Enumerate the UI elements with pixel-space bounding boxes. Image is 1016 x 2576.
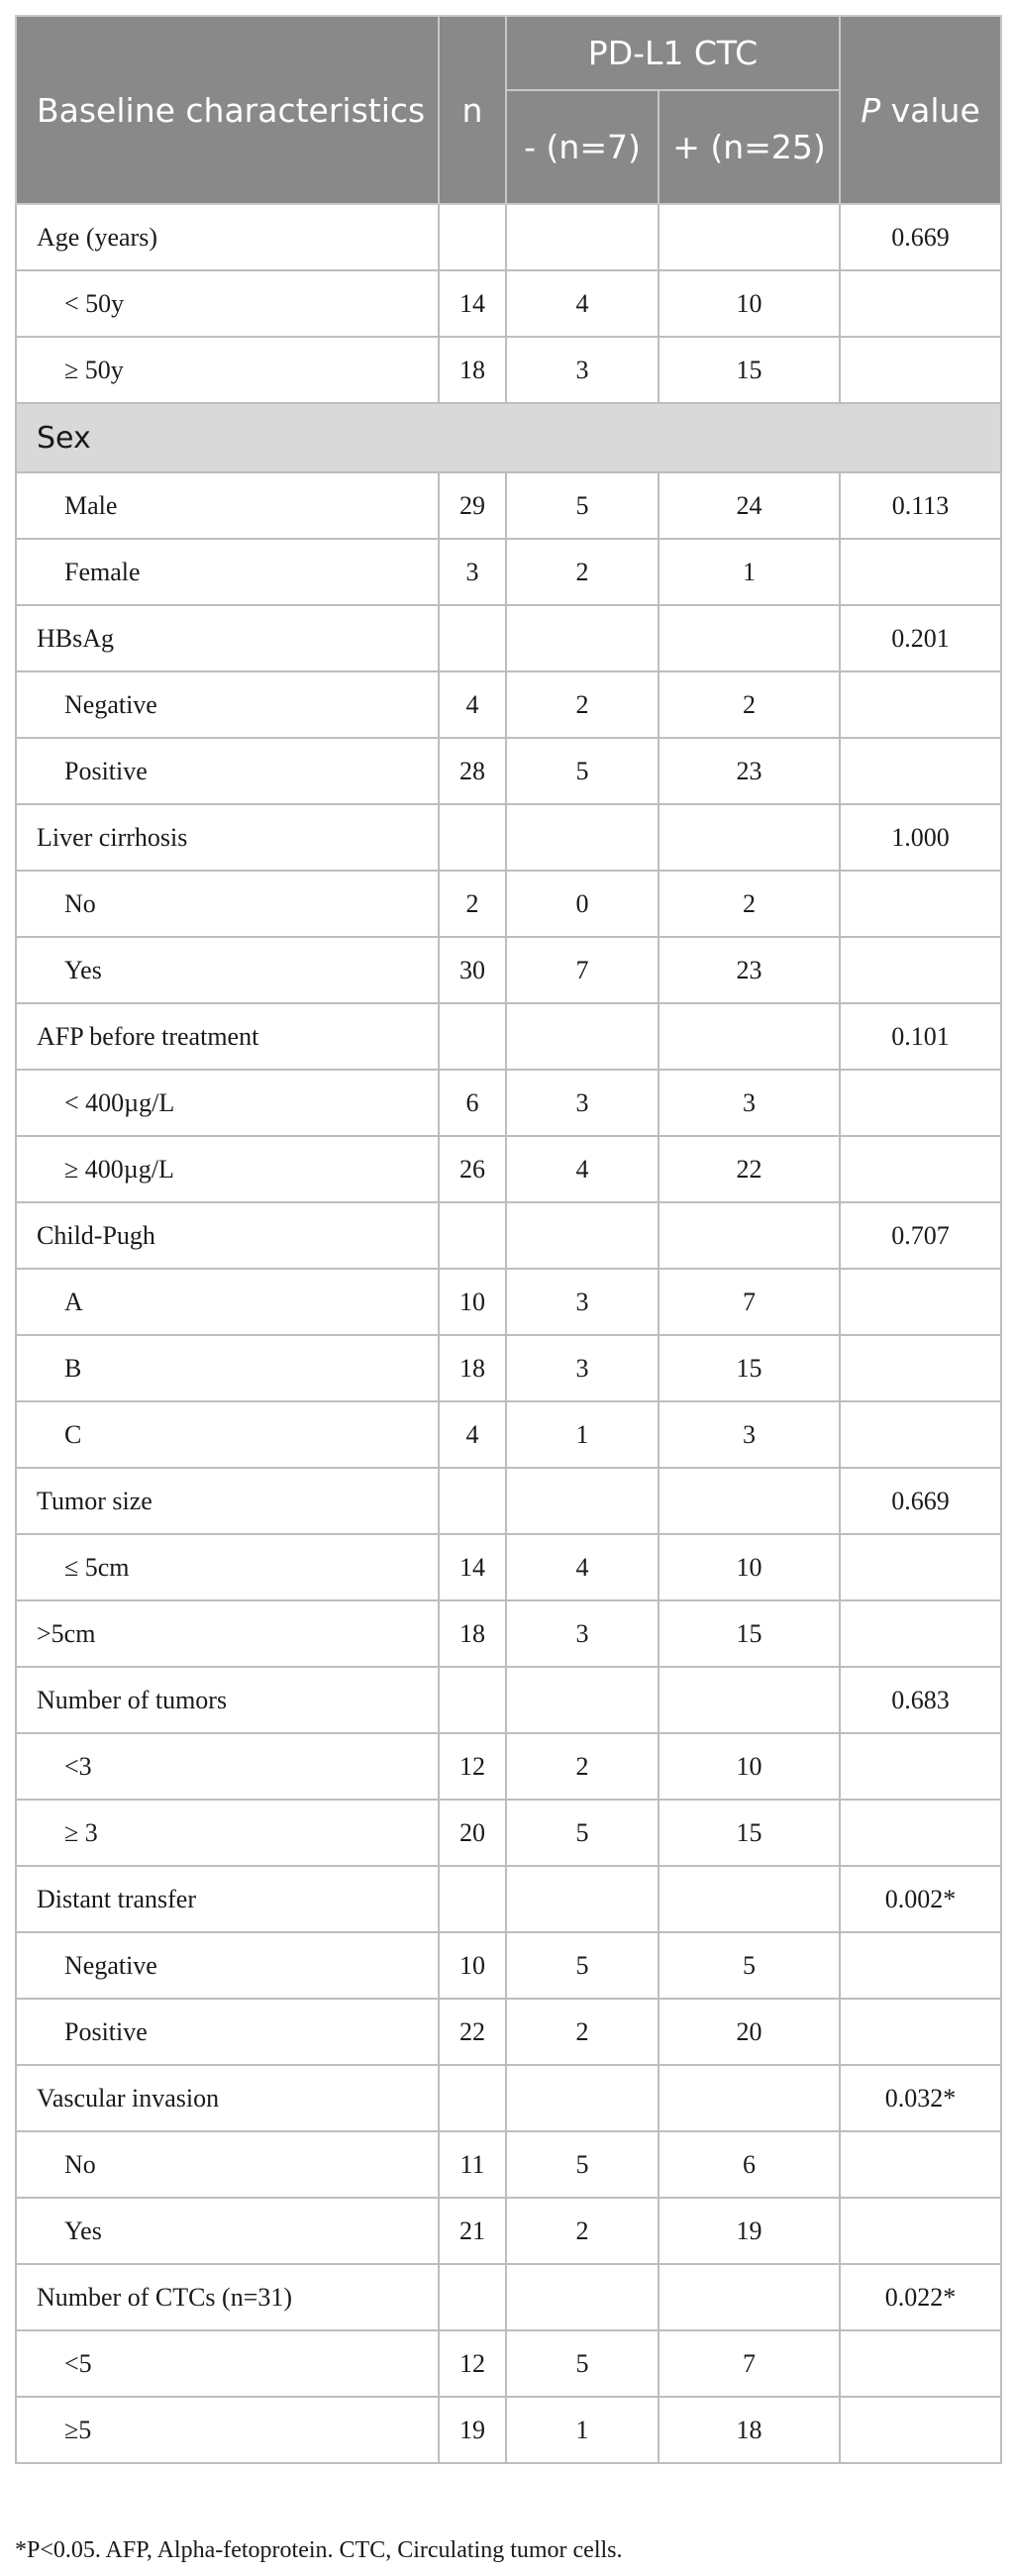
cell-n: 10	[439, 1932, 506, 1999]
cell-p-value: 0.707	[840, 1202, 1001, 1269]
row-label: >5cm	[16, 1600, 439, 1667]
row-label: Age (years)	[16, 204, 439, 270]
cell-positive	[659, 1003, 840, 1070]
cell-negative	[506, 605, 659, 671]
cell-p-value: 0.002*	[840, 1866, 1001, 1932]
row-label: < 50y	[16, 270, 439, 337]
cell-p-value	[840, 1932, 1001, 1999]
cell-n	[439, 1468, 506, 1534]
section-row	[16, 403, 1001, 472]
cell-positive: 20	[659, 1999, 840, 2065]
cell-n: 26	[439, 1136, 506, 1202]
cell-n: 21	[439, 2198, 506, 2264]
cell-positive: 10	[659, 1733, 840, 1800]
cell-n	[439, 1866, 506, 1932]
table-row	[16, 2198, 1001, 2264]
cell-positive	[659, 1468, 840, 1534]
table-row	[16, 2330, 1001, 2397]
table-row	[16, 1269, 1001, 1335]
cell-p-value: 0.101	[840, 1003, 1001, 1070]
table-row	[16, 2131, 1001, 2198]
cell-negative: 5	[506, 738, 659, 804]
cell-positive: 22	[659, 1136, 840, 1202]
table-header	[16, 16, 1001, 204]
cell-n: 18	[439, 1600, 506, 1667]
cell-positive: 3	[659, 1070, 840, 1136]
cell-p-value: 0.669	[840, 204, 1001, 270]
cell-n	[439, 1202, 506, 1269]
cell-positive: 7	[659, 1269, 840, 1335]
cell-negative: 2	[506, 2198, 659, 2264]
cell-negative: 4	[506, 270, 659, 337]
row-label: Tumor size	[16, 1468, 439, 1534]
cell-negative	[506, 2065, 659, 2131]
row-label: AFP before treatment	[16, 1003, 439, 1070]
row-label: Vascular invasion	[16, 2065, 439, 2131]
cell-negative: 5	[506, 2330, 659, 2397]
cell-positive	[659, 1866, 840, 1932]
header-pdl1-ctc: PD-L1 CTC	[506, 16, 840, 90]
cell-positive: 15	[659, 1800, 840, 1866]
cell-positive: 15	[659, 1335, 840, 1401]
cell-positive: 7	[659, 2330, 840, 2397]
cell-p-value: 0.201	[840, 605, 1001, 671]
cell-p-value	[840, 270, 1001, 337]
cell-n: 18	[439, 337, 506, 403]
cell-negative: 5	[506, 2131, 659, 2198]
cell-n: 14	[439, 1534, 506, 1600]
table-row	[16, 605, 1001, 671]
row-label: C	[16, 1401, 439, 1468]
row-label: ≥5	[16, 2397, 439, 2463]
cell-n: 11	[439, 2131, 506, 2198]
cell-negative: 3	[506, 1070, 659, 1136]
cell-negative: 2	[506, 1999, 659, 2065]
cell-p-value: 0.022*	[840, 2264, 1001, 2330]
cell-p-value	[840, 871, 1001, 937]
row-label: Child-Pugh	[16, 1202, 439, 1269]
cell-n: 3	[439, 539, 506, 605]
cell-n	[439, 204, 506, 270]
cell-negative	[506, 204, 659, 270]
cell-p-value	[840, 2198, 1001, 2264]
cell-negative: 3	[506, 337, 659, 403]
header-negative-group: - (n=7)	[506, 90, 659, 204]
table-row	[16, 1468, 1001, 1534]
table-row	[16, 1600, 1001, 1667]
cell-p-value	[840, 2397, 1001, 2463]
cell-p-value	[840, 1335, 1001, 1401]
cell-n: 30	[439, 937, 506, 1003]
cell-n	[439, 804, 506, 871]
cell-positive: 18	[659, 2397, 840, 2463]
table-row	[16, 738, 1001, 804]
row-label: Positive	[16, 738, 439, 804]
cell-positive: 10	[659, 270, 840, 337]
cell-negative	[506, 1667, 659, 1733]
cell-negative: 5	[506, 1800, 659, 1866]
cell-p-value	[840, 1269, 1001, 1335]
row-label: Negative	[16, 671, 439, 738]
cell-negative	[506, 2264, 659, 2330]
cell-negative	[506, 1866, 659, 1932]
table-row	[16, 1534, 1001, 1600]
cell-positive: 5	[659, 1932, 840, 1999]
cell-negative: 4	[506, 1534, 659, 1600]
cell-positive	[659, 1667, 840, 1733]
cell-p-value	[840, 1070, 1001, 1136]
table-row	[16, 937, 1001, 1003]
cell-p-value: 0.683	[840, 1667, 1001, 1733]
row-label: No	[16, 871, 439, 937]
row-label: <3	[16, 1733, 439, 1800]
row-label: < 400µg/L	[16, 1070, 439, 1136]
cell-p-value	[840, 1600, 1001, 1667]
cell-p-value	[840, 671, 1001, 738]
cell-negative: 2	[506, 671, 659, 738]
cell-p-value	[840, 1999, 1001, 2065]
cell-negative	[506, 1003, 659, 1070]
cell-n: 4	[439, 671, 506, 738]
cell-positive: 19	[659, 2198, 840, 2264]
cell-positive: 24	[659, 472, 840, 539]
row-label: Male	[16, 472, 439, 539]
cell-n	[439, 1667, 506, 1733]
row-label: Positive	[16, 1999, 439, 2065]
table-row	[16, 671, 1001, 738]
row-label: A	[16, 1269, 439, 1335]
cell-positive: 2	[659, 671, 840, 738]
table-row	[16, 1800, 1001, 1866]
cell-n	[439, 2264, 506, 2330]
header-positive-group: + (n=25)	[659, 90, 840, 204]
cell-n: 28	[439, 738, 506, 804]
cell-p-value	[840, 1136, 1001, 1202]
cell-negative: 1	[506, 1401, 659, 1468]
table-row	[16, 337, 1001, 403]
cell-n: 2	[439, 871, 506, 937]
row-label: Distant transfer	[16, 1866, 439, 1932]
cell-negative: 0	[506, 871, 659, 937]
cell-p-value	[840, 1800, 1001, 1866]
cell-p-value	[840, 539, 1001, 605]
header-n: n	[439, 16, 506, 204]
cell-negative	[506, 1468, 659, 1534]
row-label: B	[16, 1335, 439, 1401]
cell-positive: 6	[659, 2131, 840, 2198]
cell-n: 20	[439, 1800, 506, 1866]
cell-n	[439, 605, 506, 671]
cell-n	[439, 1003, 506, 1070]
cell-positive: 1	[659, 539, 840, 605]
cell-p-value: 1.000	[840, 804, 1001, 871]
row-label: ≥ 50y	[16, 337, 439, 403]
cell-n: 4	[439, 1401, 506, 1468]
cell-p-value	[840, 738, 1001, 804]
table-row	[16, 270, 1001, 337]
cell-p-value	[840, 1534, 1001, 1600]
section-label: Sex	[16, 403, 1001, 472]
cell-n: 14	[439, 270, 506, 337]
cell-positive	[659, 2264, 840, 2330]
cell-negative	[506, 804, 659, 871]
cell-p-value	[840, 337, 1001, 403]
table-row	[16, 1003, 1001, 1070]
table-container	[15, 15, 1000, 2464]
row-label: ≥ 400µg/L	[16, 1136, 439, 1202]
table-row	[16, 871, 1001, 937]
table-row	[16, 2397, 1001, 2463]
row-label: Liver cirrhosis	[16, 804, 439, 871]
table-body	[16, 204, 1001, 2463]
row-label: Yes	[16, 2198, 439, 2264]
cell-positive	[659, 1202, 840, 1269]
baseline-characteristics-table	[15, 15, 1002, 2464]
cell-negative: 7	[506, 937, 659, 1003]
cell-n: 22	[439, 1999, 506, 2065]
cell-n: 12	[439, 2330, 506, 2397]
cell-n: 10	[439, 1269, 506, 1335]
cell-n: 6	[439, 1070, 506, 1136]
cell-negative: 2	[506, 539, 659, 605]
table-row	[16, 1866, 1001, 1932]
cell-negative: 3	[506, 1269, 659, 1335]
row-label: Number of tumors	[16, 1667, 439, 1733]
table-row	[16, 1401, 1001, 1468]
cell-negative: 2	[506, 1733, 659, 1800]
header-baseline: Baseline characteristics	[16, 16, 439, 204]
row-label: ≥ 3	[16, 1800, 439, 1866]
cell-n: 18	[439, 1335, 506, 1401]
cell-p-value	[840, 937, 1001, 1003]
cell-p-value	[840, 1733, 1001, 1800]
header-p-value	[840, 16, 1001, 204]
cell-n: 12	[439, 1733, 506, 1800]
row-label: <5	[16, 2330, 439, 2397]
cell-negative: 3	[506, 1335, 659, 1401]
cell-positive: 23	[659, 937, 840, 1003]
cell-positive: 15	[659, 1600, 840, 1667]
cell-positive: 15	[659, 337, 840, 403]
cell-positive: 2	[659, 871, 840, 937]
table-row	[16, 2065, 1001, 2131]
table-row	[16, 804, 1001, 871]
cell-negative: 5	[506, 1932, 659, 1999]
cell-negative: 5	[506, 472, 659, 539]
table-row	[16, 472, 1001, 539]
cell-negative: 1	[506, 2397, 659, 2463]
row-label: Yes	[16, 937, 439, 1003]
cell-p-value: 0.032*	[840, 2065, 1001, 2131]
cell-positive: 3	[659, 1401, 840, 1468]
table-row	[16, 539, 1001, 605]
row-label: Number of CTCs (n=31)	[16, 2264, 439, 2330]
table-row	[16, 2264, 1001, 2330]
cell-positive: 23	[659, 738, 840, 804]
cell-positive	[659, 804, 840, 871]
cell-n: 19	[439, 2397, 506, 2463]
cell-p-value: 0.669	[840, 1468, 1001, 1534]
cell-p-value: 0.113	[840, 472, 1001, 539]
table-row	[16, 1999, 1001, 2065]
row-label: No	[16, 2131, 439, 2198]
cell-positive	[659, 204, 840, 270]
table-row	[16, 1733, 1001, 1800]
table-row	[16, 1932, 1001, 1999]
row-label: HBsAg	[16, 605, 439, 671]
row-label: Female	[16, 539, 439, 605]
table-row	[16, 1070, 1001, 1136]
row-label: Negative	[16, 1932, 439, 1999]
table-row	[16, 1335, 1001, 1401]
cell-positive	[659, 2065, 840, 2131]
cell-negative	[506, 1202, 659, 1269]
cell-n	[439, 2065, 506, 2131]
table-footnote: *P<0.05. AFP, Alpha-fetoprotein. CTC, Circulating tumor cells.	[15, 2537, 623, 2563]
cell-negative: 3	[506, 1600, 659, 1667]
cell-n: 29	[439, 472, 506, 539]
cell-p-value	[840, 2330, 1001, 2397]
cell-positive	[659, 605, 840, 671]
row-label: ≤ 5cm	[16, 1534, 439, 1600]
table-row	[16, 204, 1001, 270]
cell-negative: 4	[506, 1136, 659, 1202]
cell-positive: 10	[659, 1534, 840, 1600]
table-row	[16, 1202, 1001, 1269]
p-italic: P	[861, 90, 881, 130]
table-row	[16, 1136, 1001, 1202]
cell-p-value	[840, 2131, 1001, 2198]
cell-p-value	[840, 1401, 1001, 1468]
table-row	[16, 1667, 1001, 1733]
p-rest: value	[880, 90, 980, 130]
